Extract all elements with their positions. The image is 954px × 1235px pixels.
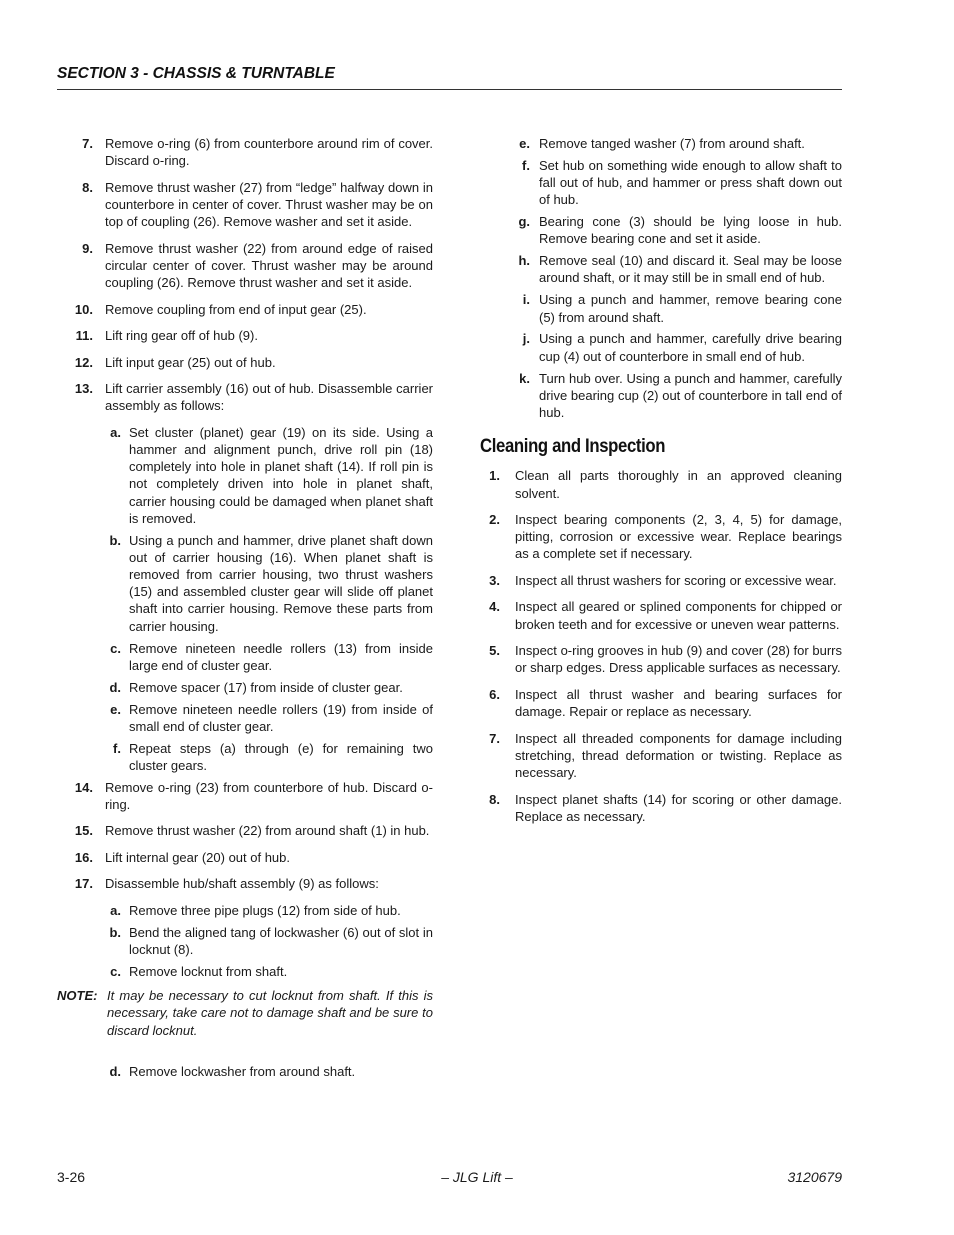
step-number: d. — [109, 679, 121, 695]
procedure-step — [60, 240, 433, 292]
step-number: 2. — [489, 512, 500, 528]
hub-disassembly-substeps-final — [478, 135, 842, 421]
step-text: Lift input gear (25) out of hub. — [105, 354, 276, 370]
procedure-step — [60, 822, 433, 839]
step-number: k. — [519, 370, 530, 386]
note-label: NOTE: — [57, 988, 98, 1004]
step-text: Using a punch and hammer, carefully drive bearing cup (4) out of counterbore in small end of hub. — [539, 331, 842, 364]
step-number: f. — [113, 740, 121, 756]
step-number: g. — [518, 214, 530, 230]
step-number: e. — [519, 136, 530, 151]
procedure-substep — [478, 252, 842, 286]
procedure-substep — [60, 640, 433, 674]
procedure-substep — [478, 157, 842, 209]
cleaning-inspection-list — [478, 467, 842, 825]
inspection-step — [478, 572, 842, 589]
step-text: Using a punch and hammer, drive planet shaft down out of carrier housing (16). When planet shaft is removed from carrier housing, two thrust washers (15) and assembled cluster gear will slide off planet shaft into carrier housing. Remove these parts from carrier housing. — [129, 532, 433, 634]
footer-brand: – JLG Lift – — [441, 1169, 513, 1185]
procedure-step — [60, 354, 433, 371]
procedure-step — [60, 135, 433, 169]
step-number: 15. — [74, 823, 93, 839]
step-text: Using a punch and hammer, remove bearing cone (5) from around shaft. — [539, 292, 842, 325]
step-text: Disassemble hub/shaft assembly (9) as follows: — [105, 876, 379, 892]
procedure-substep — [60, 532, 433, 635]
step-number: 13. — [74, 381, 93, 397]
step-number: f. — [522, 157, 530, 173]
step-text: Inspect planet shafts (14) for scoring or other damage. Replace as necessary. — [515, 791, 842, 824]
step-text: Remove spacer (17) from inside of cluster gear. — [129, 679, 403, 695]
step-number: b. — [109, 924, 121, 940]
step-number: a. — [110, 902, 121, 918]
step-number: e. — [110, 701, 121, 717]
step-text: Remove thrust washer (22) from around shaft (1) in hub. — [105, 823, 430, 839]
step-number: 8. — [82, 179, 93, 195]
step-text: Remove tanged washer (7) from around shaft. — [539, 136, 805, 151]
inspection-step — [478, 511, 842, 563]
step-text: Remove nineteen needle rollers (19) from inside of small end of cluster gear. — [129, 701, 433, 734]
step-number: c. — [110, 963, 121, 979]
step-text: Inspect all threaded components for damage including stretching, thread deformation or twisting. Replace as necessary. — [515, 730, 842, 780]
header-divider — [57, 89, 842, 90]
left-column — [57, 135, 433, 1085]
page-number: 3-26 — [57, 1169, 86, 1185]
step-number: 16. — [74, 849, 93, 865]
step-number: 7. — [489, 730, 500, 746]
inspection-step — [478, 642, 842, 676]
procedure-substep — [478, 135, 842, 152]
procedure-substep — [60, 424, 433, 527]
step-text: Remove o-ring (23) from counterbore of hub. Discard o-ring. — [105, 779, 433, 812]
step-text: Inspect all geared or splined components for chipped or broken teeth and for excessive or uneven wear patterns. — [515, 599, 842, 632]
procedure-substep — [60, 679, 433, 696]
step-text: Inspect all thrust washers for scoring or excessive wear. — [515, 572, 837, 588]
step-text: Turn hub over. Using a punch and hammer, carefully drive bearing cup (2) out of counterbore in tall end of hub. — [539, 370, 842, 420]
step-number: 3. — [489, 572, 500, 588]
carrier-disassembly-substeps — [60, 424, 433, 774]
procedure-step — [60, 779, 433, 813]
step-text: Remove coupling from end of input gear (25). — [105, 301, 367, 317]
step-text: Set cluster (planet) gear (19) on its side. Using a hammer and alignment punch, drive roll pin (18) completely into hole in planet shaft (14). If roll pin is not completely driven into hole in planet shaft, carrier housing could be damaged when planet shaft is removed. — [129, 424, 433, 526]
step-text: Remove lockwasher from around shaft. — [129, 1063, 356, 1079]
procedure-substep — [478, 213, 842, 247]
inspection-step — [478, 686, 842, 720]
step-number: 17. — [74, 876, 93, 892]
note-text: It may be necessary to cut locknut from shaft. If this is necessary, take care not to damage shaft and be sure to discard locknut. — [107, 988, 433, 1038]
procedure-substep — [60, 963, 433, 980]
step-number: 11. — [75, 328, 93, 344]
step-text: Repeat steps (a) through (e) for remaining two cluster gears. — [129, 740, 433, 773]
procedure-list-part2 — [60, 779, 433, 893]
inspection-step — [478, 791, 842, 825]
step-number: 8. — [489, 791, 500, 807]
procedure-substep — [60, 701, 433, 735]
procedure-list-part1 — [60, 135, 433, 414]
procedure-step — [60, 179, 433, 231]
procedure-step — [60, 849, 433, 866]
procedure-substep — [60, 1063, 433, 1080]
step-number: c. — [110, 640, 121, 656]
inspection-step — [478, 598, 842, 632]
document-number: 3120679 — [787, 1169, 842, 1185]
right-column — [478, 135, 842, 834]
step-text: Remove seal (10) and discard it. Seal may be loose around shaft, or it may still be in small end of hub. — [539, 253, 842, 286]
procedure-substep — [60, 924, 433, 958]
step-number: 4. — [489, 599, 500, 615]
step-number: 9. — [82, 240, 93, 256]
procedure-step — [60, 380, 433, 414]
procedure-substep — [478, 291, 842, 325]
step-text: Bend the aligned tang of lockwasher (6) out of slot in locknut (8). — [129, 924, 433, 957]
step-text: Lift carrier assembly (16) out of hub. Disassemble carrier assembly as follows: — [105, 381, 433, 414]
step-text: Remove thrust washer (27) from “ledge” halfway down in counterbore in center of cover. Thrust washer may be on top of coupling (26). Remove washer and set it aside. — [105, 179, 433, 230]
step-text: Remove nineteen needle rollers (13) from inside large end of cluster gear. — [129, 640, 433, 673]
step-text: Inspect all thrust washer and bearing surfaces for damage. Repair or replace as necessary. — [515, 686, 842, 720]
hub-disassembly-substeps-cont — [60, 1063, 433, 1080]
hub-disassembly-substeps — [60, 902, 433, 980]
step-number: 14. — [74, 779, 93, 795]
step-number: h. — [518, 253, 530, 269]
step-text: Inspect bearing components (2, 3, 4, 5) for damage, pitting, corrosion or excessive wear. Replace bearings as a complete set if necessary. — [515, 512, 842, 562]
section-header: SECTION 3 - CHASSIS & TURNTABLE — [57, 65, 335, 82]
step-text: Lift ring gear off of hub (9). — [105, 328, 258, 344]
step-text: Lift internal gear (20) out of hub. — [105, 849, 291, 865]
step-text: Remove o-ring (6) from counterbore around rim of cover. Discard o-ring. — [105, 136, 433, 169]
procedure-substep — [60, 740, 433, 774]
step-number: 1. — [489, 468, 500, 484]
step-text: Bearing cone (3) should be lying loose in hub. Remove bearing cone and set it aside. — [539, 214, 842, 247]
step-number: 6. — [489, 686, 500, 702]
cleaning-inspection-heading: Cleaning and Inspection — [480, 436, 666, 458]
step-text: Clean all parts thoroughly in an approved cleaning solvent. — [515, 468, 842, 501]
step-number: 12. — [74, 354, 93, 370]
inspection-step — [478, 730, 842, 782]
procedure-step — [60, 301, 433, 318]
note-block — [57, 987, 433, 1039]
procedure-substep — [478, 370, 842, 422]
step-number: a. — [110, 424, 121, 440]
procedure-step — [60, 875, 433, 892]
step-number: 5. — [489, 643, 500, 659]
step-text: Set hub on something wide enough to allow shaft to fall out of hub, and hammer or press shaft down out of hub. — [539, 157, 842, 208]
inspection-step — [478, 467, 842, 501]
step-number: i. — [522, 292, 530, 308]
step-number: d. — [109, 1063, 121, 1079]
procedure-substep — [478, 330, 842, 364]
step-text: Remove thrust washer (22) from around edge of raised circular center of cover. Thrust washer may be around coupling (26). Remove thrust washer and set it aside. — [105, 240, 433, 291]
step-text: Remove three pipe plugs (12) from side of hub. — [129, 902, 401, 918]
step-number: 10. — [74, 301, 93, 317]
procedure-substep — [60, 902, 433, 919]
procedure-step — [60, 327, 433, 344]
step-number: j. — [522, 331, 530, 347]
step-number: 7. — [82, 136, 93, 151]
step-text: Remove locknut from shaft. — [129, 963, 288, 979]
step-number: b. — [109, 532, 121, 548]
step-text: Inspect o-ring grooves in hub (9) and cover (28) for burrs or sharp edges. Dress applicable surfaces as necessary. — [515, 643, 842, 676]
